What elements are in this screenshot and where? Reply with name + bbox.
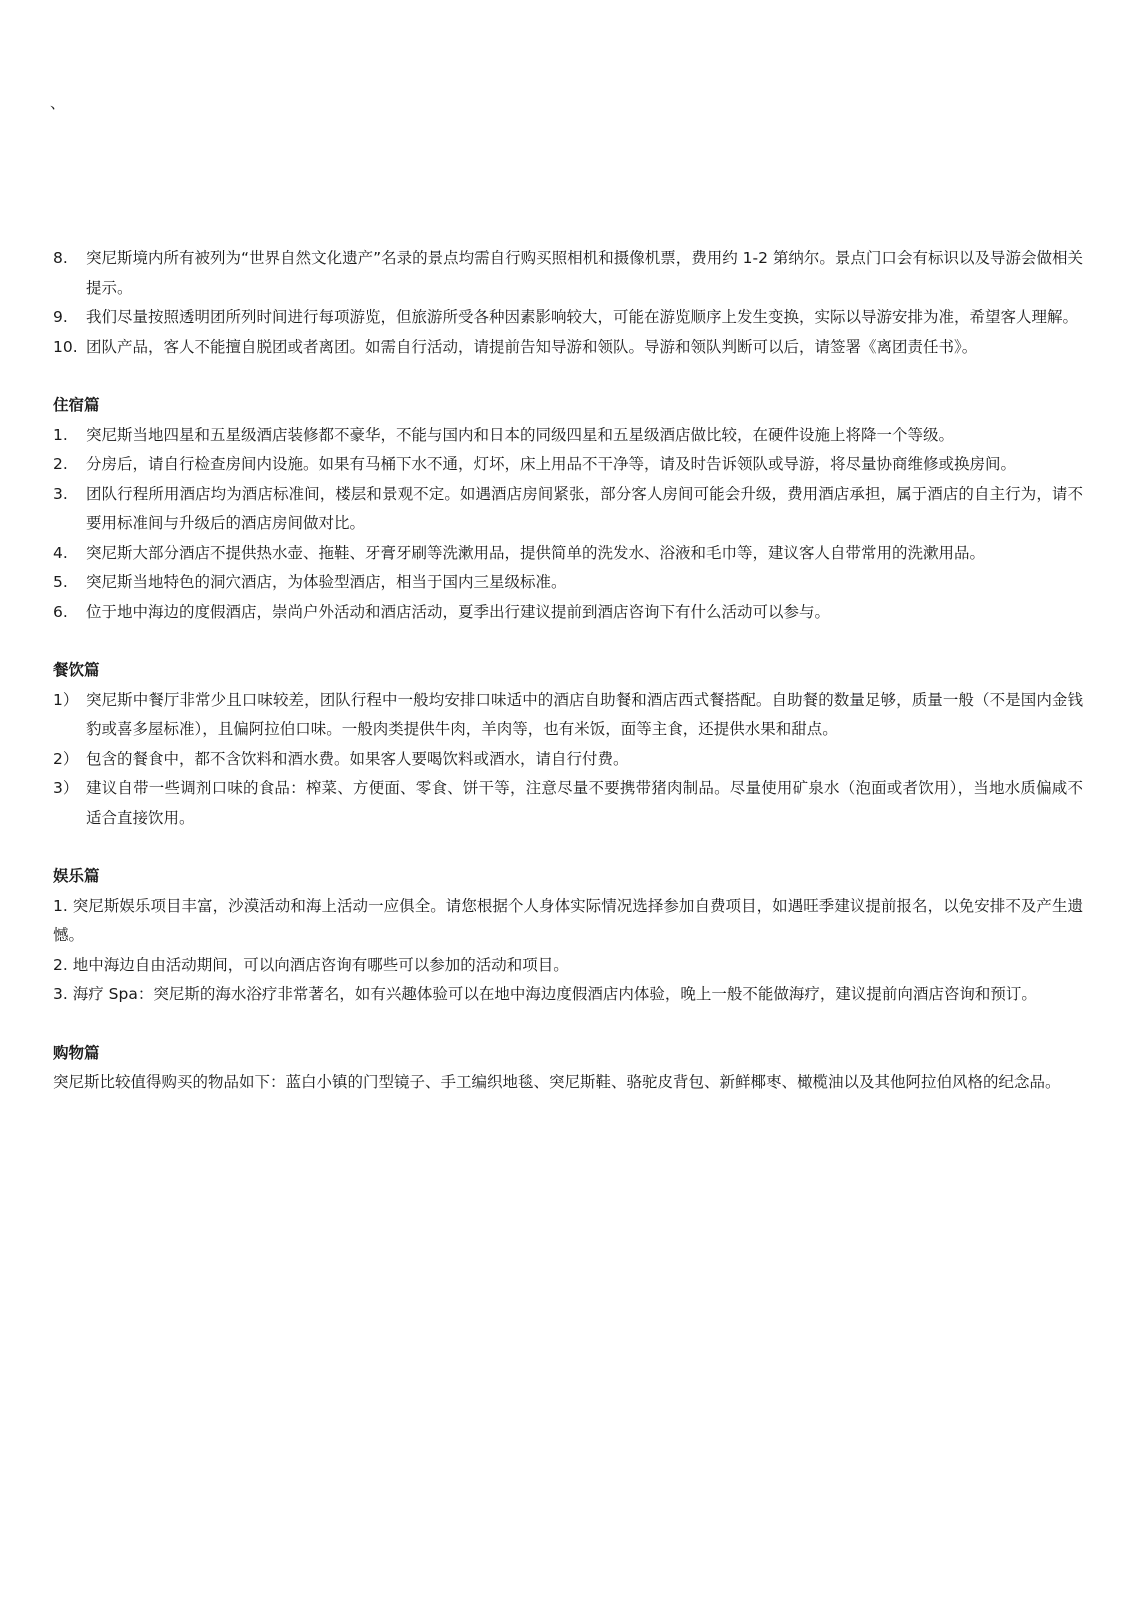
section-heading: 娱乐篇 (53, 867, 100, 885)
item-number: 1. (53, 425, 68, 444)
item-text: 突尼斯大部分酒店不提供热水壶、拖鞋、牙膏牙刷等洗漱用品，提供简单的洗发水、浴液和毛巾等，建议客人自带常用的洗漱用品。 (86, 543, 986, 562)
entertainment-section (53, 862, 1083, 1010)
list-item (53, 450, 1083, 480)
item-text: 分房后，请自行检查房间内设施。如果有马桶下水不通，灯坏，床上用品不干净等，请及时告诉领队或导游，将尽量协商维修或换房间。 (86, 455, 1017, 473)
item-text: 突尼斯当地特色的洞穴酒店，为体验型酒店，相当于国内三星级标准。 (86, 573, 567, 591)
list-item (53, 421, 1083, 451)
list-item (53, 539, 1083, 569)
list-item (53, 774, 1083, 833)
intro-list (53, 244, 1083, 362)
item-number: 9. (53, 308, 68, 326)
item-text: 突尼斯境内所有被列为“世界自然文化遗产”名录的景点均需自行购买照相机和摄像机票，费用约 1-2 第纳尔。景点门口会有标识以及导游会做相关提示。 (86, 249, 1083, 297)
paragraph: 1. 突尼斯娱乐项目丰富，沙漠活动和海上活动一应俱全。请您根据个人身体实际情况选择参加自费项目，如遇旺季建议提前报名，以免安排不及产生遗憾。 (53, 896, 1083, 944)
item-text: 包含的餐食中，都不含饮料和酒水费。如果客人要喝饮料或酒水，请自行付费。 (86, 749, 629, 768)
list-item (53, 568, 1083, 598)
lodging-list (53, 421, 1083, 628)
item-text: 团队产品，客人不能擅自脱团或者离团。如需自行活动，请提前告知导游和领队。导游和领队判断可以后，请签署《离团责任书》。 (86, 337, 978, 356)
section-heading: 住宿篇 (53, 396, 100, 414)
list-item (53, 480, 1083, 539)
item-text: 团队行程所用酒店均为酒店标准间，楼层和景观不定。如遇酒店房间紧张，部分客人房间可能会升级，费用酒店承担，属于酒店的自主行为，请不要用标准间与升级后的酒店房间做对比。 (86, 484, 1083, 532)
item-number: 8. (53, 249, 68, 267)
item-number: 2） (53, 749, 79, 768)
list-item (53, 244, 1083, 303)
item-text: 突尼斯中餐厅非常少且口味较差，团队行程中一般均安排口味适中的酒店自助餐和酒店西式餐搭配。自助餐的数量足够，质量一般（不是国内金钱豹或喜多屋标准），且偏阿拉伯口味。一般肉类提供牛肉，羊肉等，也有米饭，面等主食，还提供水果和甜点。 (86, 690, 1083, 738)
shopping-section (53, 1039, 1083, 1098)
list-item (53, 303, 1083, 333)
dining-list (53, 686, 1083, 834)
item-number: 4. (53, 543, 68, 562)
item-number: 5. (53, 573, 68, 591)
paragraph: 突尼斯比较值得购买的物品如下：蓝白小镇的门型镜子、手工编织地毯、突尼斯鞋、骆驼皮背包、新鲜椰枣、橄榄油以及其他阿拉伯风格的纪念品。 (53, 1073, 1061, 1091)
list-item (53, 745, 1083, 775)
paragraph: 3. 海疗 Spa：突尼斯的海水浴疗非常著名，如有兴趣体验可以在地中海边度假酒店内体验，晚上一般不能做海疗，建议提前向酒店咨询和预订。 (53, 985, 1037, 1003)
section-heading: 餐饮篇 (53, 661, 100, 679)
item-text: 我们尽量按照透明团所列时间进行每项游览，但旅游所受各种因素影响较大，可能在游览顺序上发生变换，实际以导游安排为准，希望客人理解。 (86, 308, 1079, 326)
item-number: 1） (53, 690, 79, 709)
item-number: 6. (53, 602, 68, 621)
paragraph: 2. 地中海边自由活动期间，可以向酒店咨询有哪些可以参加的活动和项目。 (53, 955, 569, 974)
item-text: 位于地中海边的度假酒店，崇尚户外活动和酒店活动，夏季出行建议提前到酒店咨询下有什么活动可以参与。 (86, 602, 831, 621)
list-item (53, 686, 1083, 745)
item-number: 2. (53, 455, 68, 473)
item-number: 3. (53, 484, 68, 503)
item-number: 10. (53, 337, 78, 356)
section-heading: 购物篇 (53, 1043, 100, 1062)
item-text: 突尼斯当地四星和五星级酒店装修都不豪华，不能与国内和日本的同级四星和五星级酒店做比较，在硬件设施上将降一个等级。 (86, 425, 955, 444)
stray-mark: 、 (50, 94, 66, 112)
lodging-section (53, 391, 1083, 627)
list-item (53, 598, 1083, 628)
list-item (53, 333, 1083, 363)
item-text: 建议自带一些调剂口味的食品：榨菜、方便面、零食、饼干等，注意尽量不要携带猪肉制品。尽量使用矿泉水（泡面或者饮用），当地水质偏咸不适合直接饮用。 (86, 779, 1083, 827)
dining-section (53, 656, 1083, 833)
document-content (53, 244, 1083, 1098)
item-number: 3） (53, 779, 79, 797)
